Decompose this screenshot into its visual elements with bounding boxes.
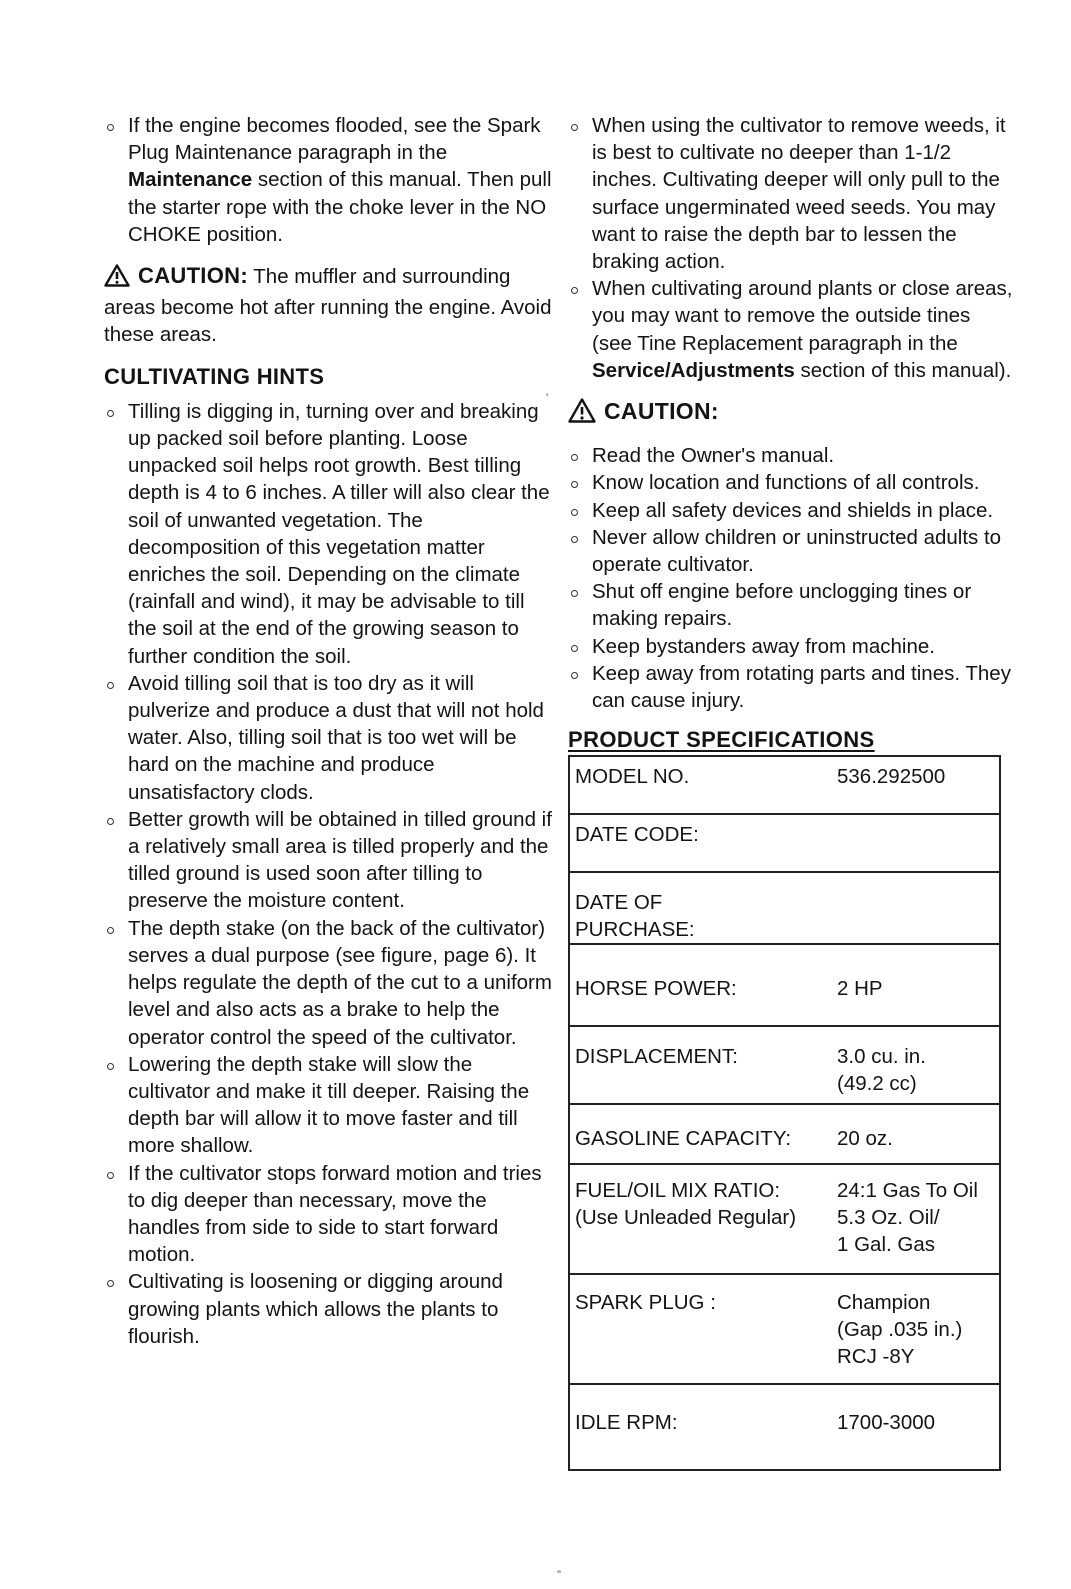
margin-tick: ' [546,391,549,405]
safety-item: Keep away from rotating parts and tines. They can cause injury. [568,660,1013,714]
product-specifications-heading: PRODUCT SPECIFICATIONS [568,727,875,753]
flooded-engine-bullet: If the engine becomes flooded, see the Spark Plug Maintenance paragraph in the Maintenance section of this manual. Then pull the starter rope with the choke lever in the NO CHOKE position. [104,112,554,248]
spec-row [569,1026,1000,1104]
hint-item: The depth stake (on the back of the cultivator) serves a dual purpose (see figure, page 6). It helps regulate the depth of the cut to a uniform level and also acts as a brake to help the operator control the speed of the cultivator. [104,915,554,1051]
spec-row [569,872,1000,944]
safety-item: Read the Owner's manual. [568,442,1013,469]
hint-item: If the cultivator stops forward motion and tries to dig deeper than necessary, move the handles from side to side to start forward motion. [104,1160,554,1269]
spec-value: Champion (Gap .035 in.) RCJ -8Y [837,1274,1000,1384]
warning-triangle-icon [104,264,130,294]
safety-item: Keep all safety devices and shields in place. [568,497,1013,524]
spec-row [569,944,1000,1026]
hint-item: Tilling is digging in, turning over and breaking up packed soil before planting. Loose unpacked soil helps root growth. Best tilling depth is 4 to 6 inches. A tiller will also clear the soil of unwanted vegetation. The decomposition of this vegetation matter enriches the soil. Depending on the climate (rainfall and wind), it may be advisable to till the soil at the end of the growing season to further condition the soil. [104,398,554,670]
maintenance-ref: Maintenance [128,168,253,192]
caution-text: The muffler and surrounding areas become hot after running the engine. Avoid these areas. [104,265,552,347]
spec-value: 20 oz. [837,1104,1000,1164]
hint-item: Avoid tilling soil that is too dry as it will pulverize and produce a dust that will not hold water. Also, tilling soil that is too wet will be hard on the machine and produce unsatisfactory clods. [104,670,554,806]
weed-tips-list [568,112,1013,384]
spec-label: DISPLACEMENT: [569,1026,837,1104]
cultivating-hints-heading: CULTIVATING HINTS [104,363,325,389]
spec-value: 2 HP [837,944,1000,1026]
hint-item: Better growth will be obtained in tilled ground if a relatively small area is tilled properly and the tilled ground is used soon after tilling to preserve the moisture content. [104,806,554,915]
left-column [104,112,554,1350]
spec-label: SPARK PLUG : [569,1274,837,1384]
hint-item: Cultivating is loosening or digging around growing plants which allows the plants to flourish. [104,1268,554,1350]
specifications-table [568,755,1001,1471]
hints-list [104,398,554,1350]
safety-item: Never allow children or uninstructed adults to operate cultivator. [568,524,1013,578]
spec-row [569,1274,1000,1384]
intro-list [104,112,554,248]
safety-list [568,442,1013,714]
safety-item: Know location and functions of all controls. [568,469,1013,496]
safety-item: Shut off engine before unclogging tines or making repairs. [568,578,1013,632]
spec-row [569,756,1000,814]
warning-triangle-icon [568,398,596,430]
spec-value [837,872,1000,944]
service-adjustments-ref: Service/Adjustments [592,358,795,382]
safety-caution [568,398,1013,430]
safety-item: Keep bystanders away from machine. [568,633,1013,660]
spec-value: 536.292500 [837,756,1000,814]
weed-tip-item: When cultivating around plants or close areas, you may want to remove the outside tines (see Tine Replacement paragraph in the Service/Adjustments section of this manual). [568,275,1013,384]
spec-label: DATE CODE: [569,814,837,872]
spec-label: DATE OF PURCHASE: [569,872,837,944]
spec-label: FUEL/OIL MIX RATIO: (Use Unleaded Regular) [569,1164,837,1274]
page-mark: ” [557,1568,561,1582]
spec-row [569,814,1000,872]
spec-value [837,814,1000,872]
weed-tip-item: When using the cultivator to remove weeds, it is best to cultivate no deeper than 1-1/2 inches. Cultivating deeper will only pull to the surface ungerminated weed seeds. You may want to raise the depth bar to lessen the braking action. [568,112,1013,275]
caution-label: CAUTION: [138,263,248,289]
right-column [568,112,1013,1471]
spec-value: 24:1 Gas To Oil 5.3 Oz. Oil/ 1 Gal. Gas [837,1164,1000,1274]
spec-row [569,1164,1000,1274]
hint-item: Lowering the depth stake will slow the cultivator and make it till deeper. Raising the depth bar will allow it to move faster and till more shallow. [104,1051,554,1160]
spec-row [569,1104,1000,1164]
caution-heading: CAUTION: [604,398,719,425]
muffler-caution [104,262,554,349]
spec-row [569,1384,1000,1470]
spec-label: IDLE RPM: [569,1384,837,1470]
spec-value: 3.0 cu. in. (49.2 cc) [837,1026,1000,1104]
spec-label: MODEL NO. [569,756,837,814]
spec-value: 1700-3000 [837,1384,1000,1470]
spec-label: HORSE POWER: [569,944,837,1026]
spec-label: GASOLINE CAPACITY: [569,1104,837,1164]
